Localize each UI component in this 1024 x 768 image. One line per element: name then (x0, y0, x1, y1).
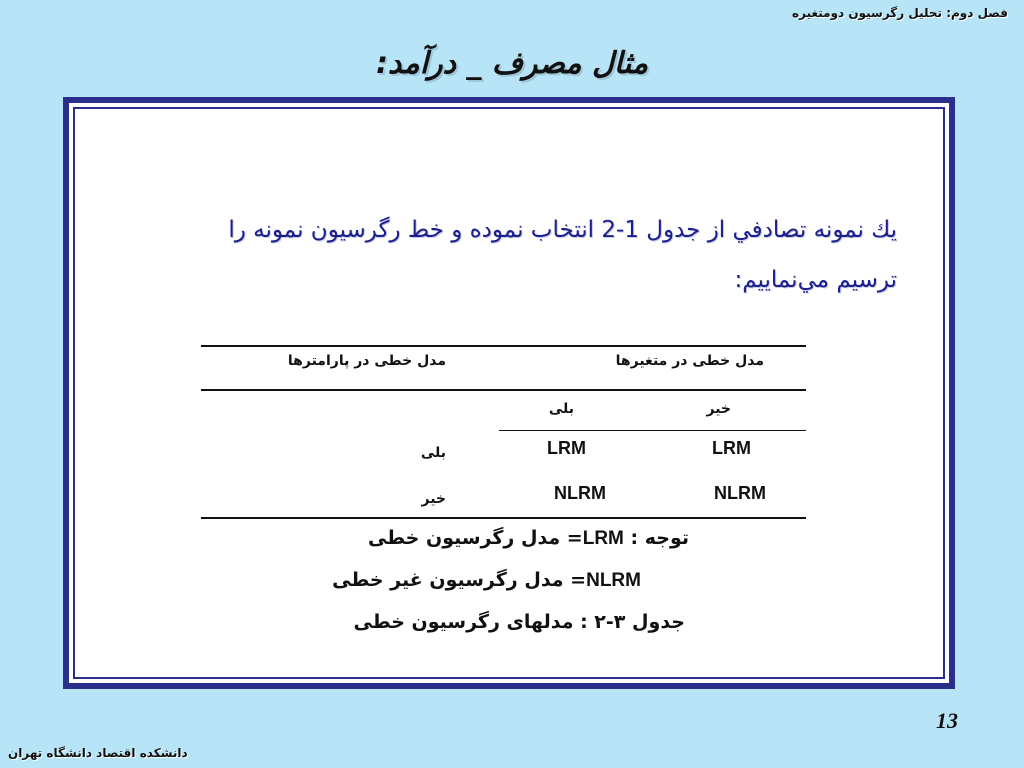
cell-no: LRM (712, 438, 751, 458)
content-panel (69, 103, 949, 683)
table-caption: جدول ٣-٢ : مدلهای رگرسیون خطی (353, 611, 685, 633)
note-lrm-abbr: LRM (582, 528, 624, 549)
cell-no: NLRM (714, 483, 766, 503)
note-nlrm (332, 569, 641, 592)
cell-yes: LRM (547, 438, 586, 458)
note-lrm (368, 527, 689, 550)
body-paragraph (117, 205, 897, 305)
footer-institution: دانشكده اقتصاد دانشگاه تهران (8, 746, 188, 760)
table-subheader-yes: بلی (548, 401, 574, 417)
page-number: 13 (936, 708, 958, 733)
table-subheader-rule (499, 430, 806, 431)
table-header-rule (201, 389, 806, 391)
row-label: بلی (420, 445, 446, 461)
note-nlrm-text: = مدل رگرسیون غیر خطی (332, 569, 587, 591)
slide-title: مثال مصرف _ درآمد: (375, 46, 649, 81)
note-prefix: توجه : (630, 527, 689, 549)
table-header-params: مدل خطی در پارامترها (287, 353, 446, 369)
note-nlrm-abbr: NLRM (586, 570, 641, 591)
table-top-rule (201, 345, 806, 347)
table-bottom-rule (201, 517, 806, 519)
body-line-1: يك نمونه تصادفي از جدول 1-2 انتخاب نموده و خط رگرسيون نمونه را (228, 217, 897, 243)
content-frame (63, 97, 955, 689)
table-subheader-no: خیر (706, 401, 731, 417)
body-line-2: ترسيم مي‌نماييم: (734, 267, 897, 293)
row-label: خیر (421, 491, 446, 507)
chapter-header: فصل دوم: تحليل رگرسيون دومتغيره (792, 6, 1008, 20)
cell-yes: NLRM (554, 483, 606, 503)
note-lrm-text: = مدل رگرسیون خطی (367, 527, 583, 549)
table-header-vars: مدل خطی در متغیرها (615, 353, 764, 369)
